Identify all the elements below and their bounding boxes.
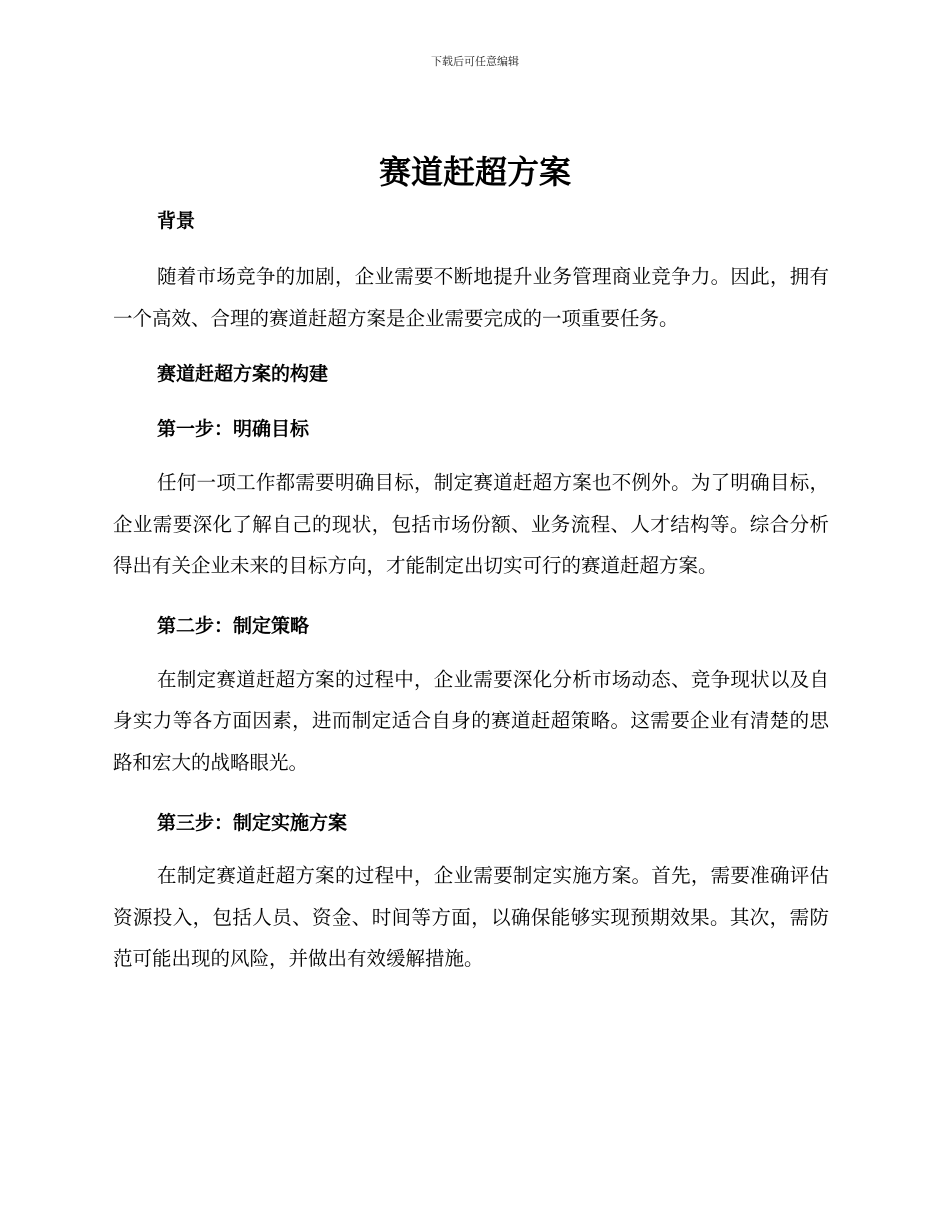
heading-step1: 第一步：明确目标	[157, 418, 310, 440]
paragraph-step1: 任何一项工作都需要明确目标，制定赛道赶超方案也不例外。为了明确目标，企业需要深化了解自己的现状，包括市场份额、业务流程、人才结构等。综合分析得出有关企业未来的目标方向，才能制定出切实可行的赛道赶超方案。	[113, 471, 829, 577]
document-body	[113, 202, 829, 980]
heading-step3: 第三步：制定实施方案	[157, 812, 348, 834]
paragraph-background: 随着市场竞争的加剧，企业需要不断地提升业务管理商业竞争力。因此，拥有一个高效、合理的赛道赶超方案是企业需要完成的一项重要任务。	[113, 265, 829, 330]
heading-construction: 赛道赶超方案的构建	[157, 363, 329, 385]
paragraph-step3: 在制定赛道赶超方案的过程中，企业需要制定实施方案。首先，需要准确评估资源投入，包括人员、资金、时间等方面，以确保能够实现预期效果。其次，需防范可能出现的风险，并做出有效缓解措施。	[113, 864, 829, 970]
heading-background: 背景	[157, 210, 196, 232]
document-title: 赛道赶超方案	[378, 153, 571, 191]
heading-step2: 第二步：制定策略	[157, 614, 310, 637]
header-note: 下载后可任意编辑	[431, 55, 519, 68]
paragraph-step2: 在制定赛道赶超方案的过程中，企业需要深化分析市场动态、竞争现状以及自身实力等各方面因素，进而制定适合自身的赛道赶超策略。这需要企业有清楚的思路和宏大的战略眼光。	[113, 667, 829, 774]
